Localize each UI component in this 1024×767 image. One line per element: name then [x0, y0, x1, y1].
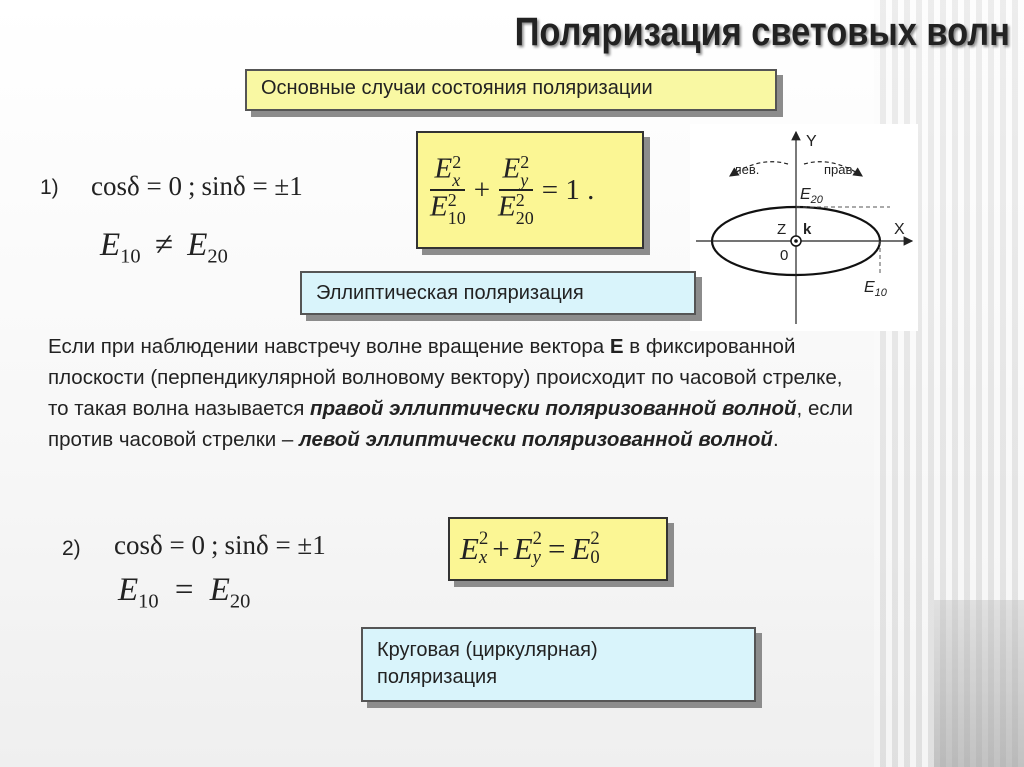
amp-e20-symbol: E	[187, 227, 208, 263]
y-axis-label: Y	[806, 133, 817, 150]
diagram-right-label: прав.	[824, 162, 857, 177]
case2-amplitude-relation: $E_{10} = E_{20}$	[118, 572, 251, 613]
case1-condition	[91, 171, 303, 202]
case2-separator: ;	[210, 530, 219, 560]
elliptical-label-text: Эллиптическая поляризация	[316, 282, 584, 304]
case2-amp-relation: =	[174, 572, 194, 608]
amp-e10-symbol: E	[100, 227, 121, 263]
case2-sin: sinδ = ±1	[224, 530, 326, 560]
circle-eq-equals: =	[547, 531, 566, 566]
origin-label: 0	[780, 247, 789, 264]
fraction-y: E 2 y E 2 20	[498, 152, 534, 228]
paragraph-part-3: в фиксированной плоскости (перпендикулярной волновому вектору) происходит по часовой стрелке, то такая волна называется	[48, 335, 843, 420]
diagram-svg	[690, 124, 918, 331]
case1-cos: cosδ = 0	[91, 171, 182, 201]
circular-label-box	[361, 627, 756, 702]
equation-plus: +	[473, 173, 491, 206]
case1-number: 1)	[40, 176, 59, 199]
right-elliptical-term: правой эллиптически поляризованной волной	[310, 397, 797, 420]
circle-equation: E 2 x + E 2 y = E 2 0	[460, 528, 600, 568]
circular-label-line1: Круговая (циркулярная)	[377, 639, 598, 661]
equation-rhs: = 1 .	[541, 173, 595, 206]
circle-equation-box	[448, 517, 668, 581]
left-elliptical-term: левой эллиптически поляризованной волной	[299, 428, 773, 451]
k-label: k	[803, 221, 812, 238]
circle-eq-plus: +	[492, 531, 510, 566]
background-decoration-lower	[934, 600, 1024, 767]
e20-label: $E_{20}$	[800, 186, 823, 206]
ellipse-equation-box	[416, 131, 644, 249]
subtitle-text: Основные случаи состояния поляризации	[261, 77, 653, 99]
case2-condition	[114, 530, 326, 561]
case2-cos: cosδ = 0	[114, 530, 205, 560]
vector-e-bold: E	[609, 335, 624, 358]
case1-amplitude-relation	[100, 227, 228, 269]
e10-label: $E_{10}$	[864, 279, 887, 299]
subtitle-box	[245, 69, 777, 111]
circular-label-line2: поляризация	[377, 666, 498, 688]
amp-e20-sub: 20	[207, 245, 228, 268]
x-axis-label: X	[894, 221, 905, 238]
case1-separator: ;	[187, 171, 196, 201]
fraction-x: E 2 x E 2 10	[430, 152, 466, 228]
diagram-left-label: лев.	[734, 162, 760, 177]
case1-sin: sinδ = ±1	[201, 171, 303, 201]
paragraph-part-1: Если при наблюдении навстречу волне вращение вектора	[48, 335, 610, 358]
description-paragraph	[48, 331, 868, 455]
paragraph-part-5: , если против часовой стрелки –	[48, 397, 854, 451]
slide-title: Поляризация световых волн	[514, 10, 1010, 54]
elliptical-label-box	[300, 271, 696, 315]
z-axis-label: Z	[777, 221, 787, 238]
amp-relation: ≠	[154, 227, 173, 263]
polarization-ellipse-diagram	[690, 124, 918, 331]
amp-e10-sub: 10	[120, 245, 141, 268]
paragraph-period: .	[772, 428, 779, 451]
ellipse-equation	[426, 139, 634, 241]
case2-number: 2)	[62, 537, 81, 560]
